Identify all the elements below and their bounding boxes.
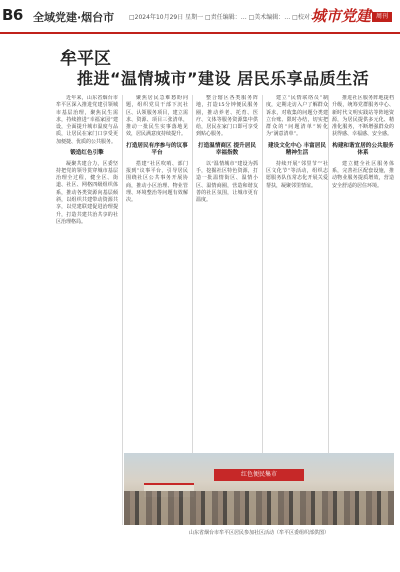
article-photo (124, 453, 394, 525)
paragraph: 搭建“社区吹哨、部门报到”议事平台，引导居民围绕社区公共事务开展协商，推动小区治理、物业管理、环境整治等问题有效解决。 (126, 160, 188, 204)
subheading: 建设文化中心 丰富居民精神生活 (268, 142, 326, 157)
photo-caption: 山东省烟台市牟平区居民参加社区活动（牟平区委组织部供图） (188, 530, 329, 536)
subheading: 打造温情商区 提升居民幸福指数 (198, 142, 256, 157)
subheading: 打造居民有序参与的议事平台 (126, 142, 188, 157)
subheading: 锻造红色引擎 (70, 150, 104, 157)
photo-banner: 红色便民集市 (214, 469, 304, 481)
column-1 (56, 95, 118, 525)
page-header (0, 0, 400, 34)
page-number: B6 (2, 6, 23, 24)
logo-badge: 周刊 (372, 12, 392, 22)
paragraph: 建立“民情联络员”制度，定期走访入户了解群众诉求，对收集的问题分类建立台账、限时办结，切实把群众的“问题清单”转化为“满意清单”。 (266, 95, 328, 138)
paragraph: 整合辖区各类服务阵地，打造15分钟便民服务圈，推动养老、托育、医疗、文体等服务资源集中供给，居民在家门口即可享受到贴心服务。 (196, 95, 258, 138)
paragraph: 推进社区服务阵地提档升级，统筹党群服务中心、新时代文明实践站等阵地资源，为居民提供多元化、精准化服务，不断增强群众的获得感、幸福感、安全感。 (332, 95, 394, 138)
article-headline: 推进“温情城市”建设 居民乐享品质生活 (77, 69, 370, 88)
column-divider (122, 95, 123, 525)
paragraph: 近年来，山东省烟台市牟平区深入推进党建引领城市基层治理，聚焦民生需求，持续推进“幸福家园”建设，全面提升城市温度与品质，让居民在家门口享受更加便捷、优质的公共服务。 (56, 95, 118, 145)
issue-meta: □2024年10月29日 星期一 □责任编辑：… □美术编辑：… □校对：… (129, 14, 322, 21)
paragraph: 凝聚共建合力，区委坚持把党的领导贯穿城市基层治理全过程，健全区、街道、社区、网格四级组织体系，推动各类资源向基层倾斜，以组织共建带动资源共享，以党建联建促进治理提升，打造共建共治共享的社区治理格局。 (56, 160, 118, 225)
header-divider (0, 32, 400, 34)
paragraph: 以“温情城市”建设为抓手，挖掘社区特色资源，打造一批温情街区、温情小区、温情商圈，营造和谐友善的社区氛围，让城市更有温度。 (196, 160, 258, 204)
paragraph: 持续开展“邻里节”“社区文化节”等活动，组织志愿服务队伍常态化开展关爱帮扶，凝聚邻里情谊。 (266, 160, 328, 189)
article-kicker: 牟平区 (60, 49, 111, 69)
subheading: 构建和谐宜居的公共服务体系 (332, 142, 394, 157)
paragraph: 建立健全社区服务体系，完善社区配套设施，推动物业服务提质增效，营造安全舒适的居住环境。 (332, 160, 394, 189)
newspaper-logo: 城市党建 (311, 7, 372, 25)
section-title: 全域党建·烟台市 (33, 11, 115, 24)
crowd (124, 491, 394, 525)
paragraph: 聚焦居民急难愁盼问题，组织党员干部下沉社区、认领服务项目，建立需求、资源、项目三张清单，推动一批民生实事落地见效，居民满意度持续提升。 (126, 95, 188, 138)
